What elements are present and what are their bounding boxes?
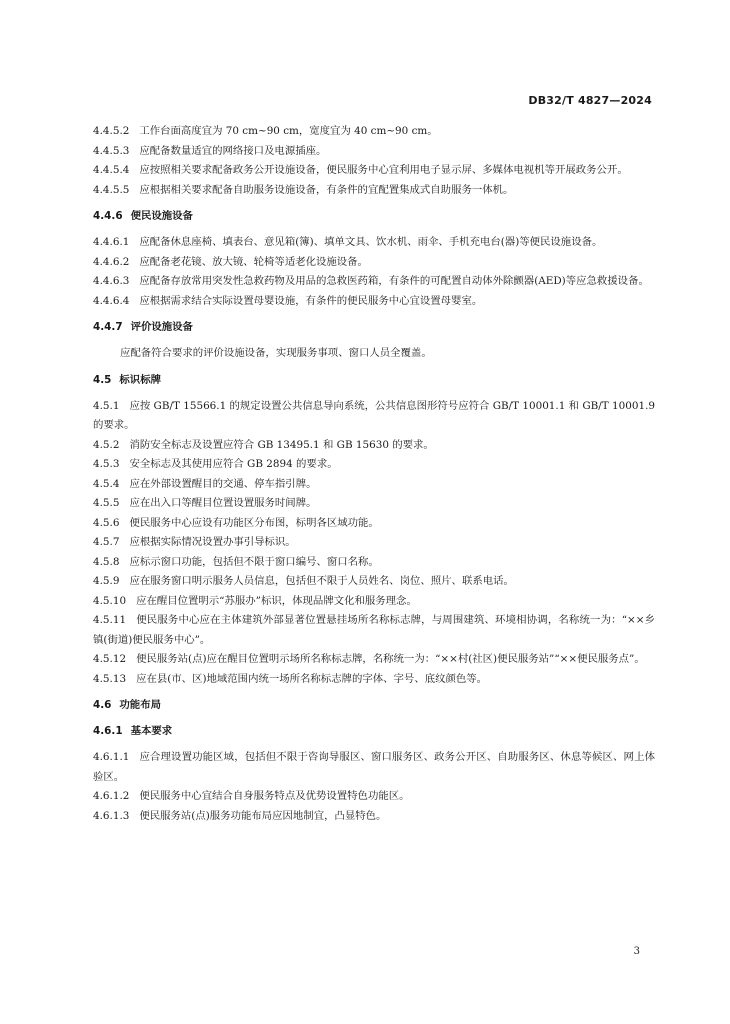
clause-text: 评价设施设备 — [130, 321, 193, 333]
clause-text: 应标示窗口功能，包括但不限于窗口编号、窗口名称。 — [129, 555, 379, 568]
clause-text: 应根据相关要求配备自助服务设施设备，有条件的宜配置集成式自助服务一体机。 — [139, 183, 514, 196]
clause-paragraph — [93, 233, 655, 253]
clause-text: 应在服务窗口明示服务人员信息，包括但不限于人员姓名、岗位、照片、联系电话。 — [129, 575, 514, 587]
clause-number: 4.5.10 — [93, 594, 127, 607]
clause-number: 4.4.6.4 — [93, 294, 130, 307]
clause-paragraph — [93, 787, 655, 807]
clause-text: 便民设施设备 — [130, 210, 193, 222]
clause-paragraph — [93, 253, 655, 273]
clause-paragraph — [93, 436, 655, 456]
clause-text: 安全标志及其使用应符合 GB 2894 的要求。 — [129, 458, 338, 470]
clause-text: 应按照相关要求配备政务公开设施设备，便民服务中心宜利用电子显示屏、多媒体电视机等开展政务公开。 — [139, 164, 628, 176]
clause-paragraph — [93, 553, 655, 573]
clause-number: 4.4.5.4 — [93, 164, 130, 176]
clause-number: 4.6.1.1 — [93, 751, 130, 763]
clause-number: 4.5.3 — [93, 458, 120, 470]
clause-text: 标识标牌 — [119, 373, 161, 386]
clause-paragraph — [93, 292, 655, 312]
clause-number: 4.5.2 — [93, 438, 120, 451]
clause-text: 应在县(市、区)地域范围内统一场所名称标志牌的字体、字号、底纹颜色等。 — [136, 672, 488, 685]
clause-text: 应配备老花镜、放大镜、轮椅等适老化设施设备。 — [139, 255, 368, 268]
document-body — [93, 122, 655, 826]
clause-text: 消防安全标志及设置应符合 GB 13495.1 和 GB 15630 的要求。 — [129, 438, 434, 451]
clause-text: 便民服务中心应设有功能区分布图，标明各区域功能。 — [129, 516, 379, 529]
clause-number: 4.5.13 — [93, 672, 127, 685]
clause-paragraph — [93, 122, 655, 142]
clause-paragraph — [93, 748, 655, 787]
clause-text: 应在出入口等醒目位置设置服务时间牌。 — [129, 497, 317, 509]
clause-paragraph — [93, 572, 655, 592]
clause-number: 4.6.1.3 — [93, 809, 130, 822]
clause-text: 便民服务站(点)服务功能布局应因地制宜，凸显特色。 — [139, 809, 387, 822]
clause-number: 4.5.1 — [93, 399, 120, 412]
section-heading — [93, 696, 655, 715]
clause-number: 4.4.6.2 — [93, 255, 130, 268]
clause-number: 4.5.11 — [93, 614, 127, 626]
clause-number: 4.6.1 — [93, 725, 123, 737]
clause-paragraph — [93, 514, 655, 534]
section-heading — [93, 207, 655, 226]
clause-number: 4.4.5.2 — [93, 125, 130, 137]
clause-paragraph — [93, 807, 655, 827]
clause-text: 应根据需求结合实际设置母婴设施，有条件的便民服务中心宜设置母婴室。 — [139, 294, 483, 307]
clause-text: 功能布局 — [119, 699, 161, 711]
clause-text: 基本要求 — [130, 725, 173, 737]
paragraph — [93, 344, 655, 364]
clause-text: 应配备数量适宜的网络接口及电源插座。 — [139, 144, 327, 157]
clause-number: 4.6.1.2 — [93, 790, 130, 802]
clause-number: 4.4.6.1 — [93, 236, 130, 248]
section-heading — [93, 371, 655, 390]
clause-text: 应按 GB/T 15566.1 的规定设置公共信息导向系统，公共信息图形符号应符合 GB/T 10001.1 和 GB/T 10001.9 的要求。 — [93, 399, 655, 431]
clause-text: 工作台面高度宜为 70 cm~90 cm，宽度宜为 40 cm~90 cm。 — [139, 125, 438, 137]
clause-number: 4.4.5.5 — [93, 183, 130, 196]
clause-text: 便民服务站(点)应在醒目位置明示场所名称标志牌，名称统一为：“××村(社区)便民服务站”“××便民服务点”。 — [136, 653, 645, 665]
clause-text: 应配备符合要求的评价设施设备，实现服务事项、窗口人员全覆盖。 — [120, 347, 432, 359]
document-code: DB32/T 4827—2024 — [528, 94, 652, 107]
clause-number: 4.5.8 — [93, 555, 120, 568]
clause-number: 4.5 — [93, 373, 112, 386]
clause-paragraph — [93, 592, 655, 612]
clause-number: 4.5.4 — [93, 477, 120, 490]
clause-number: 4.5.5 — [93, 497, 120, 509]
clause-number: 4.6 — [93, 699, 112, 711]
clause-text: 便民服务中心宜结合自身服务特点及优势设置特色功能区。 — [139, 790, 410, 802]
page-number: 3 — [633, 946, 640, 957]
clause-text: 应配备存放常用突发性急救药物及用品的急救医药箱，有条件的可配置自动体外除颤器(AED)等应急救援设备。 — [139, 275, 649, 287]
clause-text: 应在外部设置醒目的交通、停车指引牌。 — [129, 477, 317, 490]
clause-text: 应在醒目位置明示“苏服办”标识，体现品牌文化和服务理念。 — [136, 594, 417, 607]
clause-paragraph — [93, 181, 655, 201]
clause-number: 4.4.6.3 — [93, 275, 130, 287]
clause-paragraph — [93, 397, 655, 436]
clause-text: 应配备休息座椅、填表台、意见箱(簿)、填单文具、饮水机、雨伞、手机充电台(器)等便民设施设备。 — [139, 236, 603, 248]
clause-number: 4.4.7 — [93, 321, 123, 333]
clause-paragraph — [93, 670, 655, 690]
section-heading — [93, 722, 655, 741]
section-heading — [93, 318, 655, 337]
clause-paragraph — [93, 455, 655, 475]
clause-paragraph — [93, 161, 655, 181]
clause-number: 4.5.9 — [93, 575, 120, 587]
clause-paragraph — [93, 494, 655, 514]
clause-paragraph — [93, 533, 655, 553]
clause-paragraph — [93, 272, 655, 292]
clause-paragraph — [93, 650, 655, 670]
clause-number: 4.5.12 — [93, 653, 127, 665]
clause-number: 4.5.7 — [93, 536, 120, 548]
clause-text: 应根据实际情况设置办事引导标识。 — [129, 536, 296, 548]
clause-paragraph — [93, 611, 655, 650]
clause-number: 4.4.5.3 — [93, 144, 130, 157]
clause-paragraph — [93, 475, 655, 495]
clause-text: 应合理设置功能区域，包括但不限于咨询导服区、窗口服务区、政务公开区、自助服务区、休息等候区、网上体验区。 — [93, 751, 655, 783]
clause-text: 便民服务中心应在主体建筑外部显著位置悬挂场所名称标志牌，与周围建筑、环境相协调，名称统一为：“××乡镇(街道)便民服务中心”。 — [93, 614, 655, 646]
clause-number: 4.5.6 — [93, 516, 120, 529]
clause-number: 4.4.6 — [93, 210, 123, 222]
clause-paragraph — [93, 142, 655, 162]
